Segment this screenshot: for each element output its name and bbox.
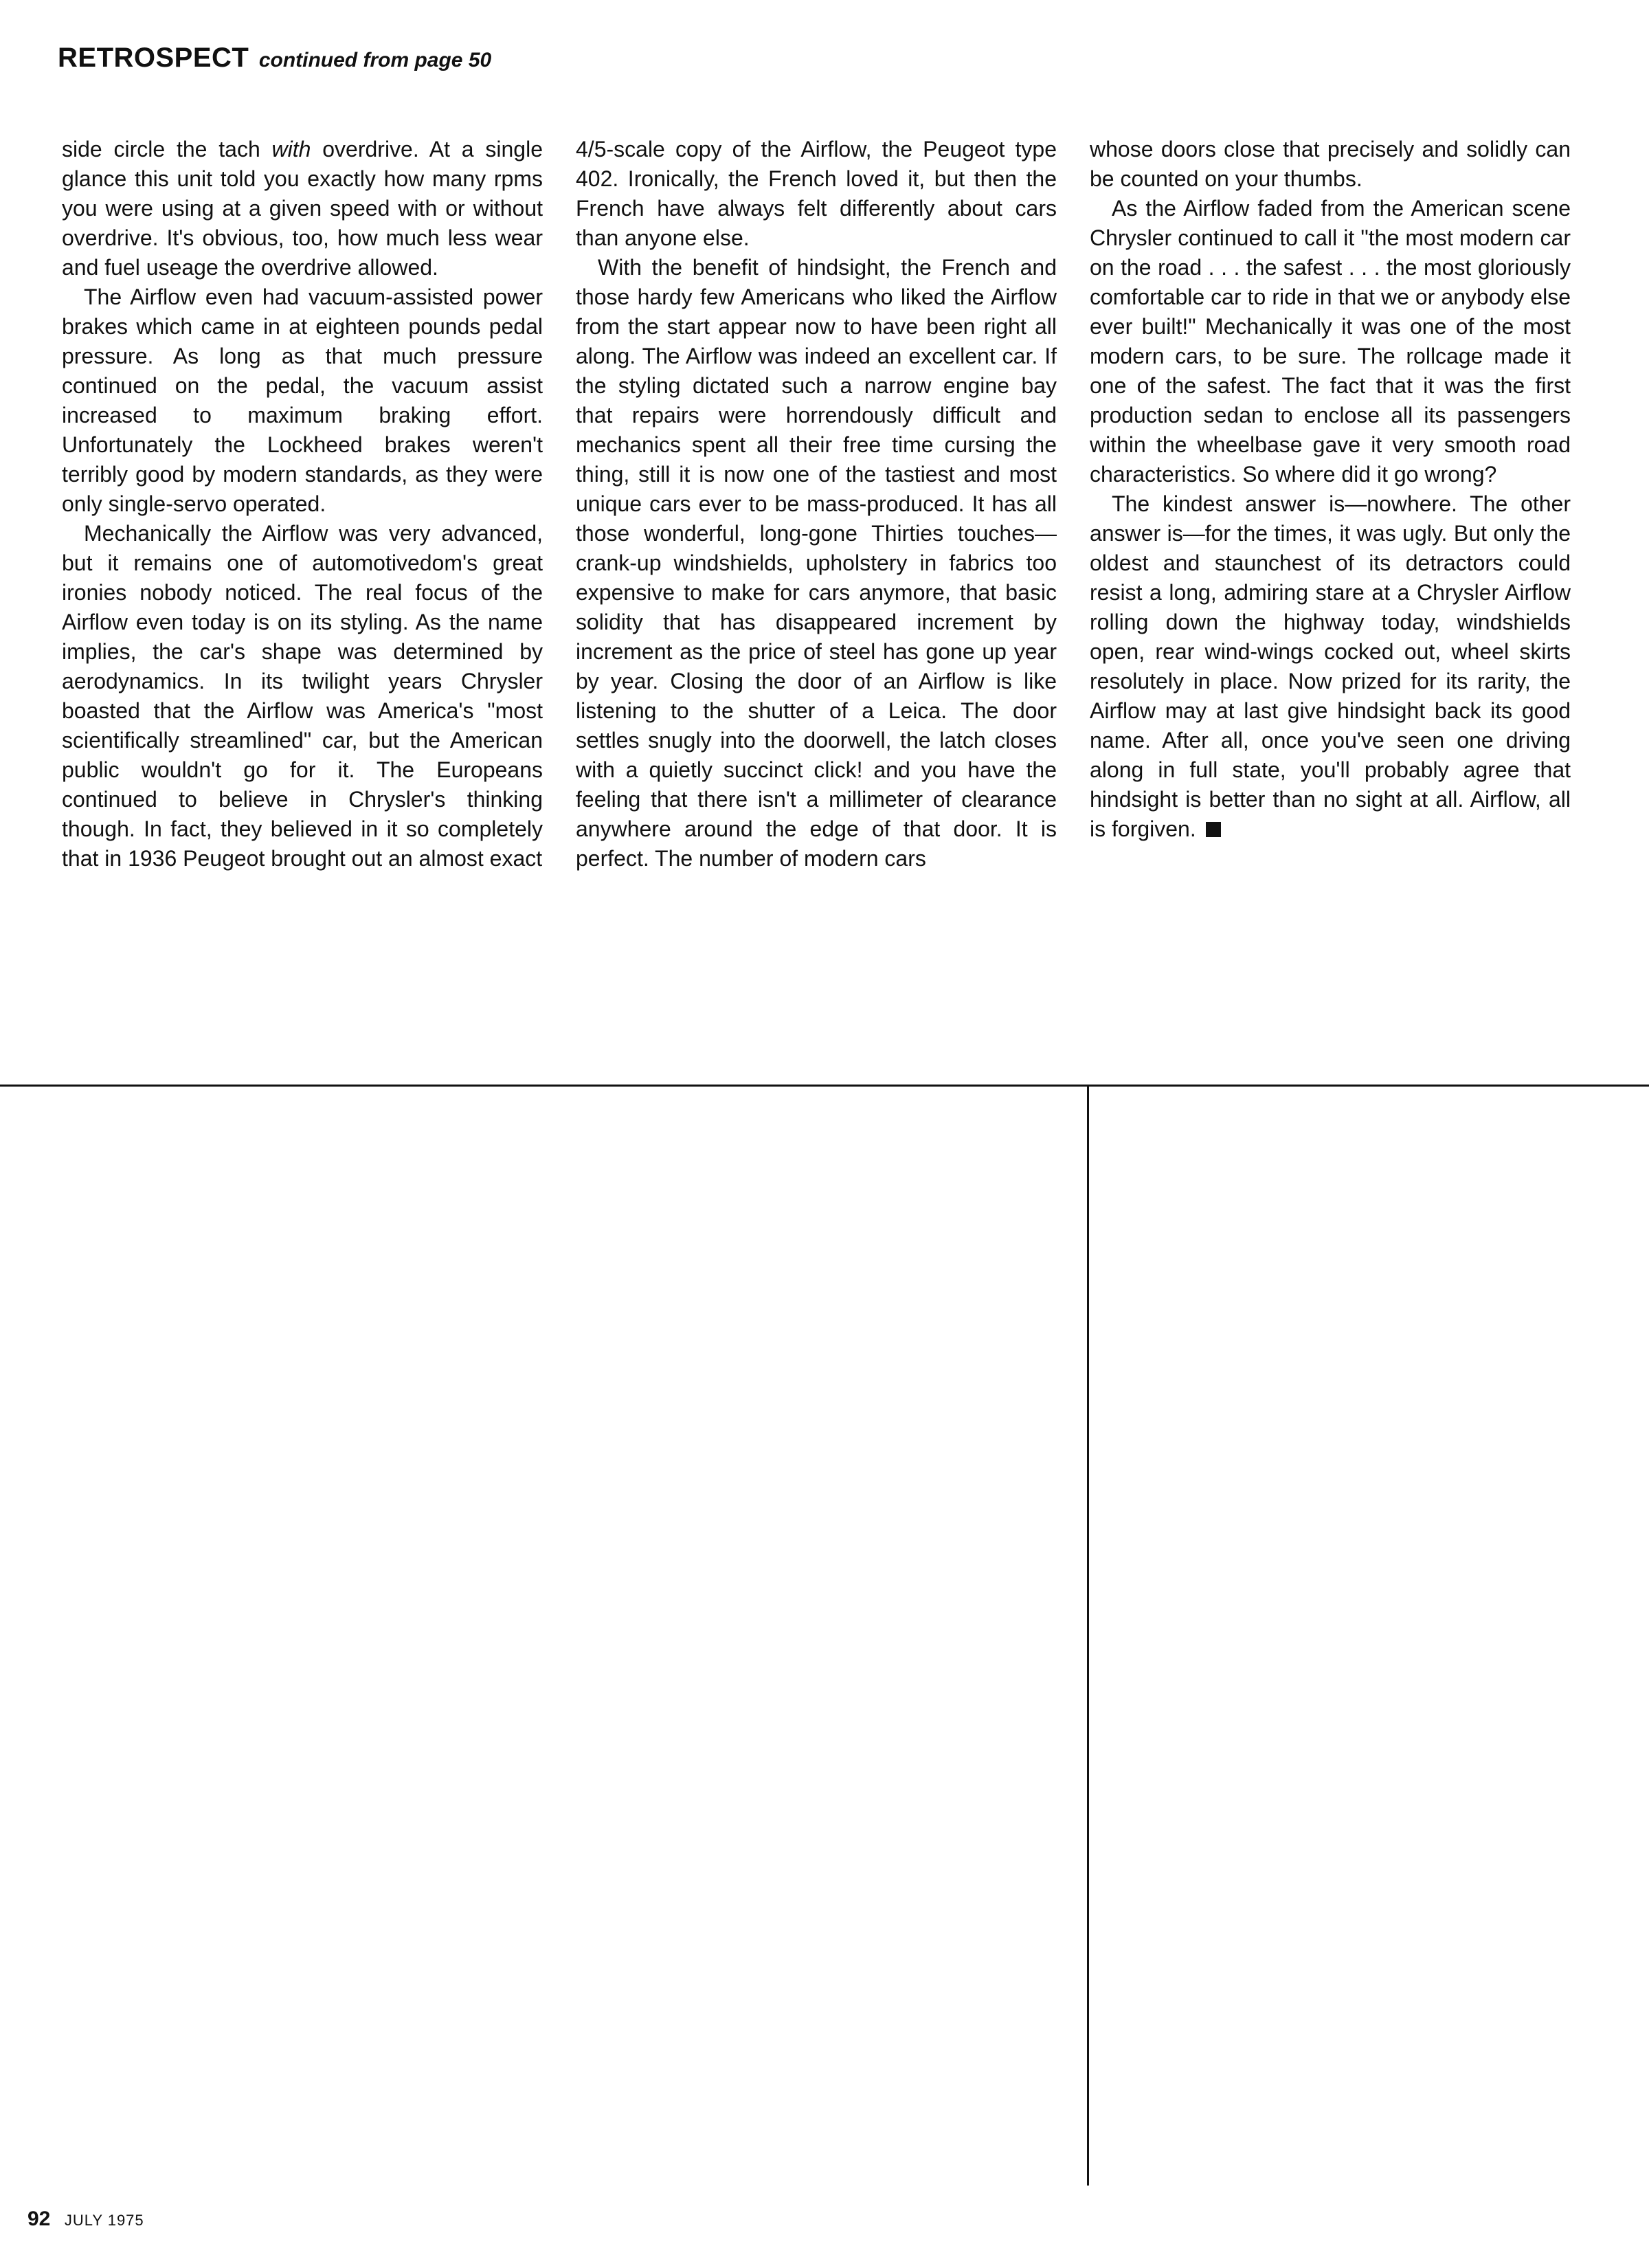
continued-from-note: continued from page 50	[258, 49, 492, 71]
issue-date: JULY 1975	[64, 2212, 144, 2229]
paragraph	[1090, 489, 1571, 844]
paragraph	[1090, 194, 1571, 489]
end-of-article-mark	[1206, 822, 1221, 837]
horizontal-divider	[0, 1085, 1649, 1087]
paragraph	[576, 135, 1057, 253]
text-run: 4/5-scale copy of the Airflow, the Peugeot type 402. Ironically, the French loved it, but then the French have always felt differently about cars than anyone else.	[576, 137, 1057, 250]
page-footer	[27, 2208, 144, 2231]
text-run: side circle the tach	[62, 137, 272, 162]
paragraph	[1090, 135, 1571, 194]
text-run: Mechanically the Airflow was very advanced, but it remains one of automotivedom's great ironies nobody noticed. The real focus of the Airflow even today is on its styling. As the name implies, the car's shape was determined by aerodynamics. In its twilight years Chrysler boasted that the Airflow was America's "most scientifically streamlined" car, but the American public wouldn't go for it. The Europeans continued to believe in Chrysler's thinking though. In fact, they believed in it so completely that in 1936 Peugeot brought out an almost exact	[62, 521, 543, 871]
article-column-2	[576, 135, 1057, 874]
emphasized-text: with	[271, 137, 311, 162]
running-header	[58, 43, 491, 74]
page-number: 92	[27, 2208, 51, 2230]
paragraph	[576, 253, 1057, 874]
text-run: As the Airflow faded from the American scene Chrysler continued to call it "the most modern car on the road . . . the safest . . . the most gloriously comfortable car to ride in that we or anybody else ever built!" Mechanically it was one of the most modern cars, to be sure. The rollcage made it one of the safest. The fact that it was the first production sedan to enclose all its passengers within the wheelbase gave it very smooth road characteristics. So where did it go wrong?	[1090, 196, 1571, 487]
text-run: overdrive. At a single glance this unit told you exactly how many rpms you were using at a given speed with or without overdrive. It's obvious, too, how much less wear and fuel useage the overdrive allowed.	[62, 137, 543, 280]
article-column-1	[62, 135, 543, 874]
text-run: The kindest answer is—nowhere. The other answer is—for the times, it was ugly. But only the oldest and staunchest of its detractors could resist a long, admiring stare at a Chrysler Airflow rolling down the highway today, windshields open, rear wind-wings cocked out, wheel skirts resolutely in place. Now prized for its rarity, the Airflow may at last give hindsight back its good name. After all, once you've seen one driving along in full state, you'll probably agree that hindsight is better than no sight at all. Airflow, all is forgiven.	[1090, 491, 1571, 841]
text-run: With the benefit of hindsight, the French and those hardy few Americans who liked the Airflow from the start appear now to have been right all along. The Airflow was indeed an excellent car. If the styling dictated such a narrow engine bay that repairs were horrendously difficult and mechanics spent all their free time cursing the thing, still it is now one of the tastiest and most unique cars ever to be mass-produced. It has all those wonderful, long-gone Thirties touches—crank-up windshields, upholstery in fabrics too expensive to make for cars anymore, that basic solidity that has disappeared increment by increment as the price of steel has gone up year by year. Closing the door of an Airflow is like listening to the shutter of a Leica. The door settles snugly into the doorwell, the latch closes with a quietly succinct click! and you have the feeling that there isn't a millimeter of clearance anywhere around the edge of that door. It is perfect. The number of modern cars	[576, 255, 1057, 871]
paragraph	[62, 519, 543, 874]
section-kicker: RETROSPECT	[58, 43, 249, 73]
text-run: whose doors close that precisely and solidly can be counted on your thumbs.	[1090, 137, 1571, 191]
text-run: The Airflow even had vacuum-assisted power brakes which came in at eighteen pounds pedal pressure. As long as that much pressure continued on the pedal, the vacuum assist increased to maximum braking effort. Unfortunately the Lockheed brakes weren't terribly good by modern standards, as they were only single-servo operated.	[62, 285, 543, 516]
paragraph	[62, 282, 543, 519]
paragraph	[62, 135, 543, 282]
article-column-3	[1090, 135, 1571, 844]
vertical-divider	[1087, 1085, 1089, 2186]
